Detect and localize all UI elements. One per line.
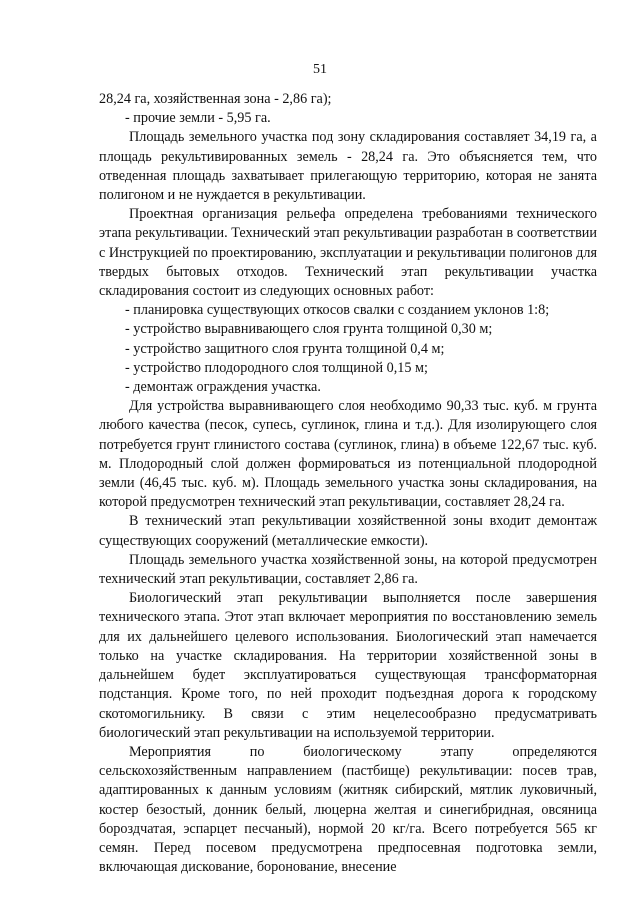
list-item-leveling-layer: - устройство выравнивающего слоя грунта толщиной 0,30 м; bbox=[125, 321, 493, 338]
list-item-fence: - демонтаж ограждения участка. bbox=[125, 379, 321, 396]
list-item-other-lands: - прочие земли - 5,95 га. bbox=[125, 110, 271, 127]
paragraph-economic-zone: В технический этап рекультивации хозяйственной зоны входит демонтаж существующих сооружений (металлические емкости). bbox=[99, 513, 597, 549]
paragraph-economic-area: Площадь земельного участка хозяйственной зоны, на которой предусмотрен технический этап рекультивации, составляет 2,86 га. bbox=[99, 551, 597, 588]
paragraph-biological-stage: Биологический этап рекультивации выполняется после завершения технического этапа. Этот этап включает мероприятия по восстановлению земель для их дальнейшего целевого использования. Биологический этап намечается только на участке складирования. На территории хозяйственной зоны в дальнейшем будет эксплуатироваться существующая трансформаторная подстанция. Кроме того, по ней проходит подъездная дорога к городскому скотомогильнику. В связи с этим нецелесообразно предусматривать биологический этап рекультивации на используемой территории. bbox=[99, 590, 597, 741]
list-item-protective-layer: - устройство защитного слоя грунта толщиной 0,4 м; bbox=[125, 340, 445, 357]
document-body bbox=[99, 90, 597, 877]
paragraph-1: 28,24 га, хозяйственная зона - 2,86 га); bbox=[99, 91, 332, 107]
paragraph-soil-volumes: Для устройства выравнивающего слоя необходимо 90,33 тыс. куб. м грунта любого качества (песок, супесь, суглинок, глина и т.д.). Для изолирующего слоя потребуется грунт глинистого состава (суглинок, глина) в объеме 122,67 тыс. куб. м. Плодородный слой должен формироваться из потенциальной плодородной земли (46,45 тыс. куб. м). Площадь земельного участка зоны складирования, на которой предусмотрен технический этап рекультивации, составляет 28,24 га. bbox=[99, 398, 597, 511]
paragraph-measures: Мероприятия по биологическому этапу определяются сельскохозяйственным направлением (пастбище) рекультивации: посев трав, адаптированных к данным условиям (житняк сибирский, мятлик луковичный, костер безостый, донник белый, люцерна желтая и синегибридная, овсяница бороздчатая, эспарцет песчаный), нормой 20 кг/га. Всего потребуется 565 кг семян. Перед посевом предусмотрена предпосевная подготовка земли, включающая дискование, боронование, внесение bbox=[99, 743, 597, 876]
paragraph-relief: Проектная организация рельефа определена требованиями технического этапа рекультивации. Технический этап рекультивации разработан в соответствии с Инструкцией по проектированию, эксплуатации и рекультивации полигонов для твердых бытовых отходов. Технический этап рекультивации участка складирования состоит из следующих основных работ: bbox=[99, 206, 597, 300]
page-number: 51 bbox=[313, 62, 327, 77]
paragraph-area: Площадь земельного участка под зону складирования составляет 34,19 га, а площадь рекультивированных земель - 28,24 га. Это объясняется тем, что отведенная площадь захватывает прилегающую территорию, которая не занята полигоном и не нуждается в рекультивации. bbox=[99, 129, 597, 204]
list-item-slopes: - планировка существующих откосов свалки с созданием уклонов 1:8; bbox=[125, 302, 550, 319]
list-item-fertile-layer: - устройство плодородного слоя толщиной 0,15 м; bbox=[125, 359, 428, 376]
